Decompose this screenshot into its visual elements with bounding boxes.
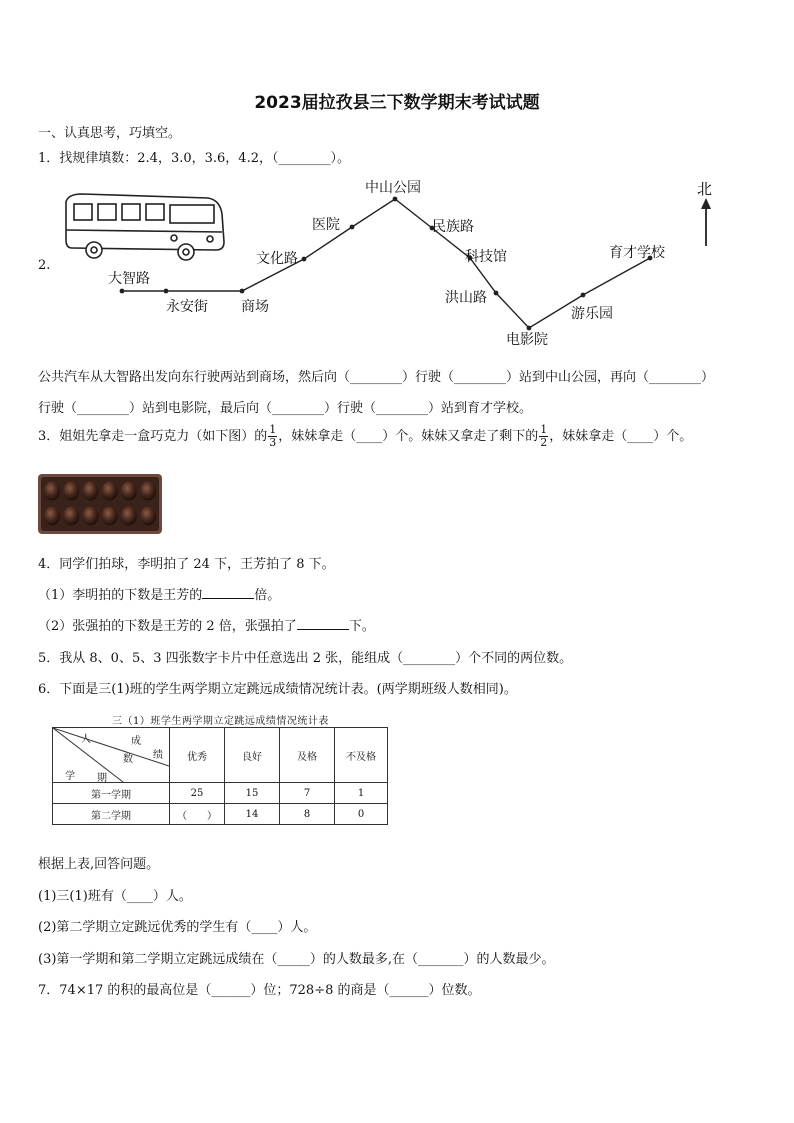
- question-6: 6．下面是三(1)班的学生两学期立定跳远成绩情况统计表。(两学期班级人数相同)。: [38, 682, 517, 697]
- table-cell: 7: [280, 783, 335, 804]
- stop-mall: [240, 289, 245, 294]
- page-title: 2023届拉孜县三下数学期末考试试题: [254, 93, 540, 113]
- question-3-part-2: ，妹妹拿走（____）个。妹妹又拿走了剩下的: [278, 429, 539, 444]
- stop-label: 民族路: [432, 219, 474, 235]
- table-cell: 1: [335, 783, 388, 804]
- table-cell-blank[interactable]: （ ）: [170, 804, 225, 825]
- table-cell: 25: [170, 783, 225, 804]
- question-2-text-line-2: 行驶（________）站到电影院，最后向（________）行驶（________）站到育才学校。: [38, 401, 533, 416]
- table-row: [53, 783, 388, 804]
- stop-label: 商场: [241, 299, 269, 315]
- header-cell: 优秀: [170, 728, 225, 783]
- question-2-text-line-1: 公共汽车从大智路出发向东行驶两站到商场，然后向（________）行驶（________）站到中山公园，再向（________）: [38, 370, 715, 385]
- chocolate-piece: [82, 507, 98, 526]
- section-heading: 一、认真思考，巧填空。: [38, 126, 182, 141]
- stop-wenhua-road: [302, 257, 307, 262]
- stop-label: 育才学校: [609, 245, 665, 261]
- stop-zhongshan-park: [393, 197, 398, 202]
- fraction-one-third: $\frac{1}{3}$: [269, 423, 277, 449]
- chocolate-piece: [102, 507, 118, 526]
- north-label: 北: [697, 180, 713, 198]
- stats-table: [52, 727, 388, 825]
- chocolate-piece: [121, 482, 137, 501]
- question-7: 7．74×17 的积的最高位是（______）位；728÷8 的商是（______）位数。: [38, 983, 481, 998]
- table-caption: 三（1）班学生两学期立定跳远成绩情况统计表: [112, 716, 329, 727]
- stop-dazhi-road: [120, 289, 125, 294]
- chocolate-piece: [63, 507, 79, 526]
- row-label: 第二学期: [53, 804, 170, 825]
- stop-label: 文化路: [256, 251, 298, 267]
- chocolate-piece: [44, 507, 60, 526]
- row-label: 第一学期: [53, 783, 170, 804]
- stop-cinema: [527, 326, 532, 331]
- fraction-one-half: $\frac{1}{2}$: [540, 423, 548, 449]
- question-6-1: (1)三(1)班有（____）人。: [38, 889, 192, 904]
- stop-label: 中山公园: [365, 180, 421, 196]
- stop-label: 洪山路: [445, 290, 487, 306]
- question-6-3: (3)第一学期和第二学期立定跳远成绩在（_____）的人数最多,在（_______）的人数最少。: [38, 952, 555, 967]
- stop-hongshan-road: [494, 291, 499, 296]
- table-cell: 0: [335, 804, 388, 825]
- table-corner-cell: 人 成 数 绩 学 期: [53, 728, 170, 783]
- stop-label: 电影院: [506, 332, 548, 348]
- stop-label: 科技馆: [465, 249, 507, 265]
- table-row: [53, 804, 388, 825]
- question-3-part-3: ，妹妹拿走（____）个。: [549, 429, 693, 444]
- question-2-number: 2.: [38, 258, 51, 273]
- chocolate-piece: [121, 507, 137, 526]
- table-cell: 15: [225, 783, 280, 804]
- chocolate-box-image: [38, 474, 162, 534]
- chocolate-piece: [140, 482, 156, 501]
- question-3: [38, 424, 692, 450]
- north-arrow-icon: [701, 198, 711, 246]
- stop-label: 游乐园: [571, 306, 613, 322]
- table-cell: 8: [280, 804, 335, 825]
- header-cell: 良好: [225, 728, 280, 783]
- stop-label: 医院: [312, 217, 340, 233]
- bus-icon: [66, 194, 224, 260]
- question-5: 5．我从 8、0、5、3 四张数字卡片中任意选出 2 张，能组成（________）个不同的两位数。: [38, 651, 573, 666]
- answer-blank[interactable]: [202, 586, 254, 599]
- stop-amusement-park: [581, 293, 586, 298]
- stop-label: 永安街: [166, 299, 208, 315]
- question-4-1: （1）李明拍的下数是王芳的 倍。: [38, 588, 281, 603]
- stop-yongan-street: [164, 289, 169, 294]
- question-3-part-1: 3．姐姐先拿走一盒巧克力（如下图）的: [38, 429, 268, 444]
- header-cell: 及格: [280, 728, 335, 783]
- bus-route-map: [60, 170, 720, 355]
- question-1: 1．找规律填数：2.4，3.0，3.6，4.2，（________）。: [38, 151, 350, 166]
- header-cell: 不及格: [335, 728, 388, 783]
- chocolate-piece: [140, 507, 156, 526]
- question-4: 4．同学们拍球，李明拍了 24 下，王芳拍了 8 下。: [38, 557, 335, 572]
- chocolate-piece: [44, 482, 60, 501]
- question-4-2: （2）张强拍的下数是王芳的 2 倍，张强拍了 下。: [38, 619, 375, 634]
- chocolate-piece: [82, 482, 98, 501]
- answer-blank[interactable]: [297, 617, 349, 630]
- question-6-intro: 根据上表,回答问题。: [38, 857, 160, 872]
- table-cell: 14: [225, 804, 280, 825]
- stop-label: 大智路: [108, 271, 150, 287]
- stop-hospital: [350, 225, 355, 230]
- chocolate-piece: [63, 482, 79, 501]
- question-6-2: (2)第二学期立定跳远优秀的学生有（____）人。: [38, 920, 317, 935]
- chocolate-piece: [102, 482, 118, 501]
